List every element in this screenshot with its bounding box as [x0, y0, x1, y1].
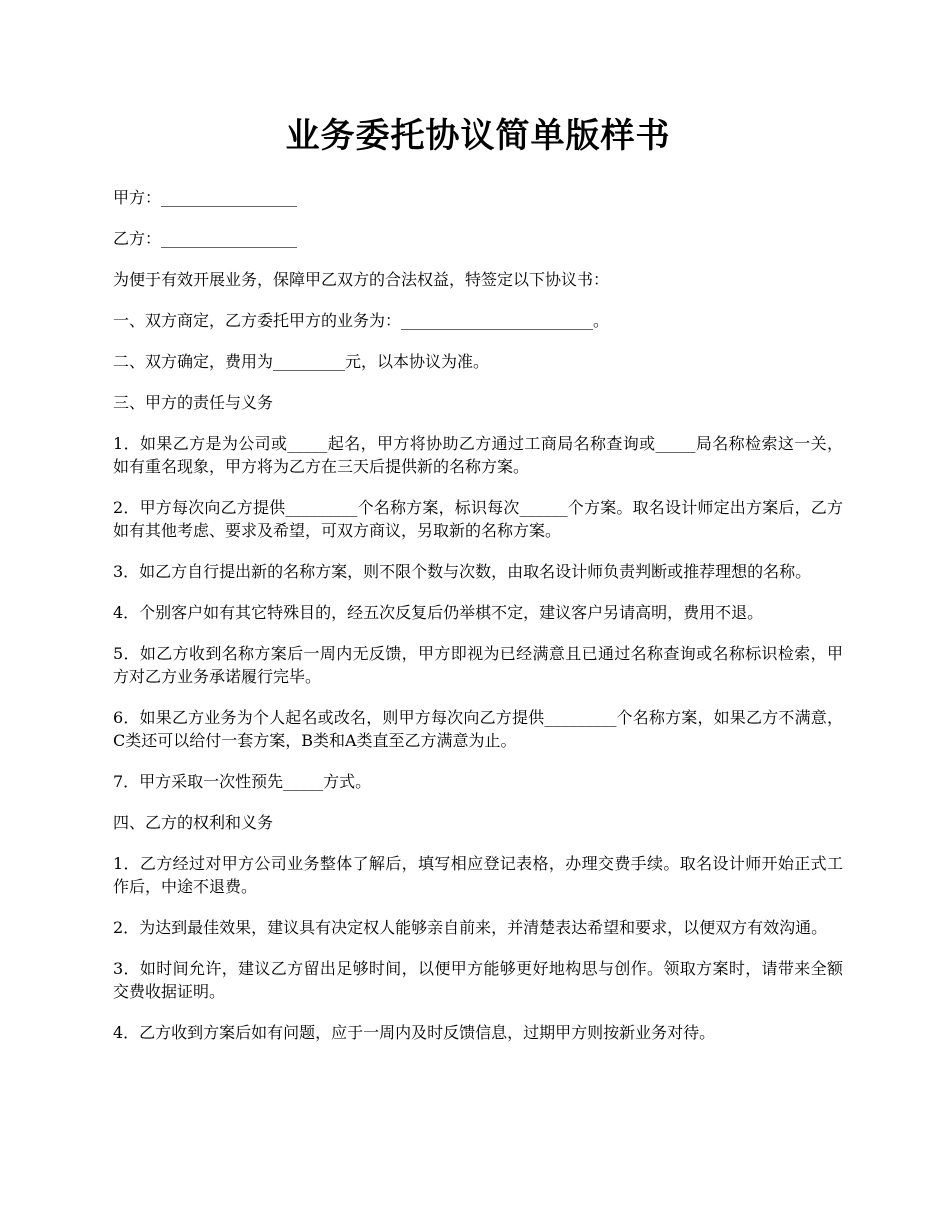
section-heading-party-b-rights: 四、乙方的权利和义务: [113, 813, 274, 832]
party-a-item-2: 2．甲方每次向乙方提供_________个名称方案，标识每次______个方案。取名设计师定出方案后，乙方如有其他考虑、要求及希望，可双方商议，另取新的名称方案。: [113, 498, 843, 540]
party-b-line: 乙方：_________________: [113, 229, 298, 248]
party-b-item-4: 4．乙方收到方案后如有问题，应于一周内及时反馈信息，过期甲方则按新业务对待。: [113, 1023, 716, 1042]
party-a-item-4: 4．个别客户如有其它特殊目的，经五次反复后仍举棋不定，建议客户另请高明，费用不退。: [113, 603, 764, 622]
party-a-item-5: 5．如乙方收到名称方案后一周内无反馈，甲方即视为已经满意且已通过名称查询或名称标识检索，甲方对乙方业务承诺履行完毕。: [113, 644, 843, 686]
clause-2: 二、双方确定，费用为_________元，以本协议为准。: [113, 352, 490, 371]
document-page: [113, 112, 843, 1062]
clause-1: 一、双方商定，乙方委托甲方的业务为：________________________。: [113, 311, 610, 330]
party-a-item-1: 1．如果乙方是为公司或_____起名，甲方将协助乙方通过工商局名称查询或_____局名称检索这一关，如有重名现象，甲方将为乙方在三天后提供新的名称方案。: [113, 434, 843, 476]
party-b-item-2: 2．为达到最佳效果，建议具有决定权人能够亲自前来，并清楚表达希望和要求，以便双方有效沟通。: [113, 918, 828, 937]
party-a-item-7: 7．甲方采取一次性预先_____方式。: [113, 772, 372, 791]
party-b-item-1: 1．乙方经过对甲方公司业务整体了解后，填写相应登记表格，办理交费手续。取名设计师开始正式工作后，中途不退费。: [113, 854, 843, 896]
party-b-item-3: 3．如时间允许，建议乙方留出足够时间，以便甲方能够更好地构思与创作。领取方案时，请带来全额交费收据证明。: [113, 959, 843, 1001]
party-a-item-3: 3．如乙方自行提出新的名称方案，则不限个数与次数，由取名设计师负责判断或推荐理想的名称。: [113, 562, 812, 581]
preamble: 为便于有效开展业务，保障甲乙双方的合法权益，特签定以下协议书：: [113, 270, 610, 289]
section-heading-party-a-duties: 三、甲方的责任与义务: [113, 393, 274, 412]
document-title: 业务委托协议简单版样书: [285, 116, 671, 156]
party-a-item-6: 6．如果乙方业务为个人起名或改名，则甲方每次向乙方提供_________个名称方案，如果乙方不满意，C类还可以给付一套方案，B类和A类直至乙方满意为止。: [113, 708, 843, 750]
party-a-line: 甲方：_________________: [113, 188, 298, 207]
